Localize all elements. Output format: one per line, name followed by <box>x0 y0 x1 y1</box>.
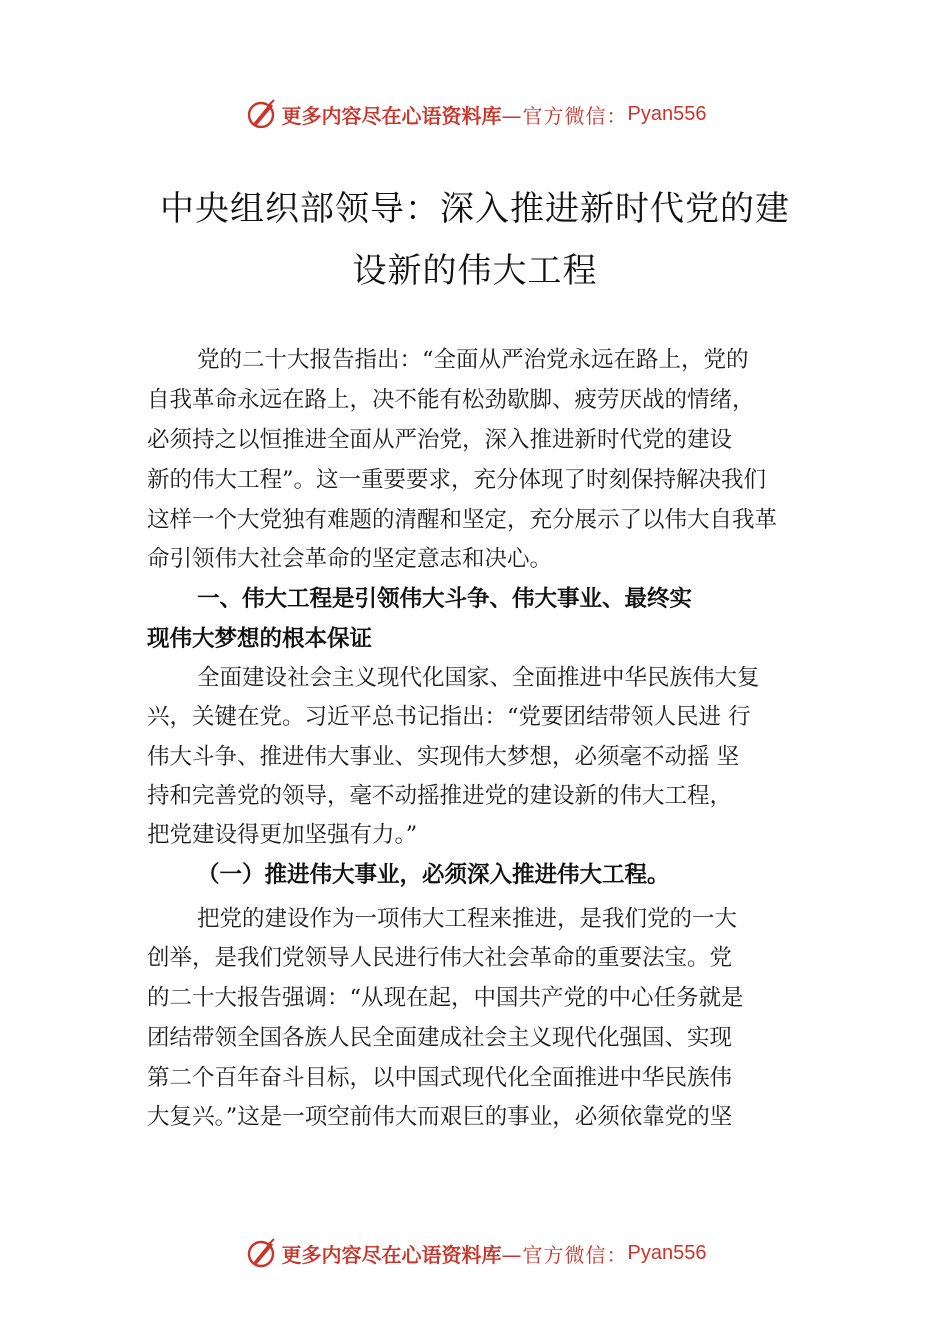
banner-text-id: Pyan556 <box>627 1241 707 1264</box>
paragraph-1-line: 命引领伟大社会革命的坚定意志和决心。 <box>147 546 553 572</box>
section-heading-1-cont: 现伟大梦想的根本保证 <box>147 626 373 652</box>
paragraph-2-line: 持和完善党的领导，毫不动摇推进党的建设新的伟大工程， <box>147 783 733 809</box>
paragraph-3-line: 的二十大报告强调：“从现在起，中国共产党的中心任务就是 <box>147 985 744 1011</box>
paragraph-2-line: 把党建设得更加坚强有力。” <box>147 822 418 848</box>
subsection-heading-1: （一）推进伟大事业，必须深入推进伟大工程。 <box>197 862 670 888</box>
banner-text-wechat: —官方微信： <box>501 1242 628 1267</box>
paragraph-3-line: 创举，是我们党领导人民进行伟大社会革命的重要法宝。党 <box>147 945 733 971</box>
paragraph-3-line: 团结带领全国各族人民全面建成社会主义现代化强国、实现 <box>147 1025 733 1051</box>
paragraph-1-line: 新的伟大工程”。这一重要要求，充分体现了时刻保持解决我们 <box>147 467 767 493</box>
paragraph-2-line: 伟大斗争、推进伟大事业、实现伟大梦想，必须毫不动摇 坚 <box>147 744 740 770</box>
paragraph-1-line: 必须持之以恒推进全面从严治党，深入推进新时代党的建设 <box>147 427 733 453</box>
paragraph-1-line: 这样一个大党独有难题的清醒和坚定，充分展示了以伟大自我革 <box>147 507 778 533</box>
paragraph-2-line: 兴，关键在党。习近平总书记指出：“党要团结带领人民进 行 <box>147 704 751 730</box>
section-heading-1: 一、伟大工程是引领伟大斗争、伟大事业、最终实 <box>197 586 693 612</box>
paragraph-1-line: 党的二十大报告指出：“全面从严治党永远在路上，党的 <box>197 347 749 373</box>
banner-text-library: 更多内容尽在心语资料库 <box>281 103 502 128</box>
banner-text-library: 更多内容尽在心语资料库 <box>281 1242 502 1267</box>
quill-logo-icon <box>244 97 278 131</box>
banner-text-wechat: —官方微信： <box>501 103 628 128</box>
header-banner <box>0 94 950 134</box>
paragraph-3-line: 大复兴。”这是一项空前伟大而艰巨的事业，必须依靠党的坚 <box>147 1104 733 1130</box>
document-title-line-2: 设新的伟大工程 <box>352 251 598 291</box>
paragraph-2-line: 全面建设社会主义现代化国家、全面推进中华民族伟大复 <box>197 665 760 691</box>
footer-banner <box>0 1233 950 1273</box>
paragraph-3-line: 把党的建设作为一项伟大工程来推进，是我们党的一大 <box>197 906 738 932</box>
quill-logo-icon <box>244 1236 278 1270</box>
banner-text-id: Pyan556 <box>627 102 707 125</box>
paragraph-1-line: 自我革命永远在路上，决不能有松劲歇脚、疲劳厌战的情绪， <box>147 387 755 413</box>
document-title-line-1: 中央组织部领导：深入推进新时代党的建 <box>160 189 790 229</box>
paragraph-3-line: 第二个百年奋斗目标，以中国式现代化全面推进中华民族伟 <box>147 1065 733 1091</box>
